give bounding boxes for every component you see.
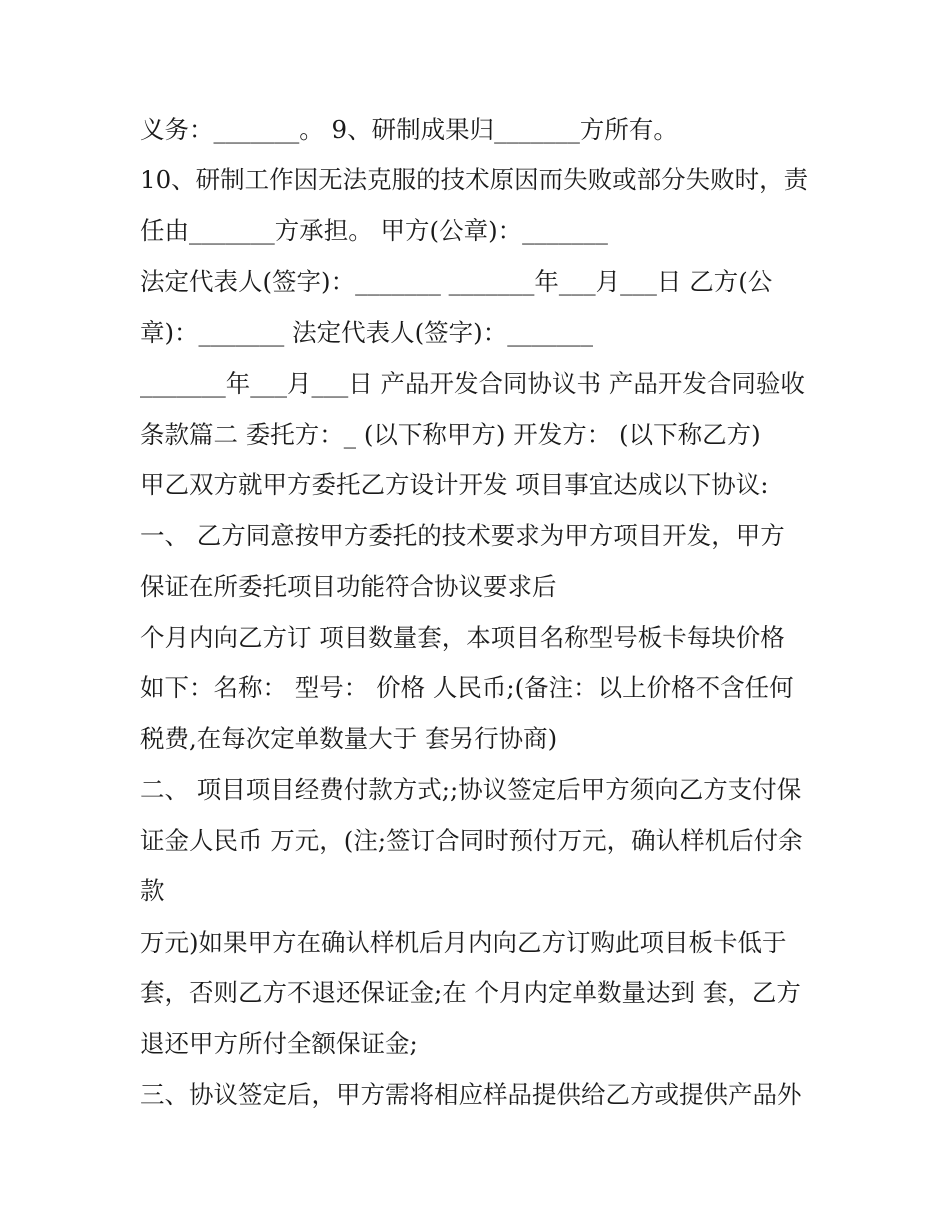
text-line: 个月内向乙方订 项目数量套，本项目名称型号板卡每块价格 <box>140 623 785 652</box>
text-line: 证金人民币 万元，(注;签订合同时预付万元，确认样机后付余 <box>140 826 803 855</box>
text-line: 三、协议签定后，甲方需将相应样品提供给乙方或提供产品外 <box>140 1080 802 1109</box>
text-line: _______年___月___日 产品开发合同协议书 产品开发合同验收 <box>140 369 805 398</box>
text-line: 退还甲方所付全额保证金; <box>140 1029 418 1058</box>
text-line: 法定代表人(签字)：_______ _______年___月___日 乙方(公 <box>140 267 773 296</box>
text-line: 条款篇二 委托方：_ (以下称甲方) 开发方： (以下称乙方) <box>140 420 761 449</box>
text-line: 甲乙双方就甲方委托乙方设计开发 项目事宜达成以下协议: <box>140 470 769 499</box>
text-line: 二、 项目项目经费付款方式;;协议签定后甲方须向乙方支付保 <box>140 775 802 804</box>
text-line: 义务：_______。 9、研制成果归_______方所有。 <box>140 115 678 144</box>
text-line: 章)：_______ 法定代表人(签字)：_______ <box>140 318 593 347</box>
text-line: 一、 乙方同意按甲方委托的技术要求为甲方项目开发，甲方 <box>140 521 785 550</box>
text-line: 任由_______方承担。 甲方(公章)：_______ <box>140 216 608 245</box>
text-line: 10、研制工作因无法克服的技术原因而失败或部分失败时，责 <box>140 165 809 194</box>
text-line: 如下：名称： 型号： 价格 人民币;(备注：以上价格不含任何 <box>140 673 794 702</box>
text-line: 保证在所委托项目功能符合协议要求后 <box>140 572 557 601</box>
text-line: 万元)如果甲方在确认样机后月内向乙方订购此项目板卡低于 <box>140 928 787 957</box>
text-line: 税费,在每次定单数量大于 套另行协商) <box>140 724 558 753</box>
text-line: 套，否则乙方不退还保证金;在 个月内定单数量达到 套，乙方 <box>140 978 801 1007</box>
text-line: 款 <box>140 876 165 905</box>
